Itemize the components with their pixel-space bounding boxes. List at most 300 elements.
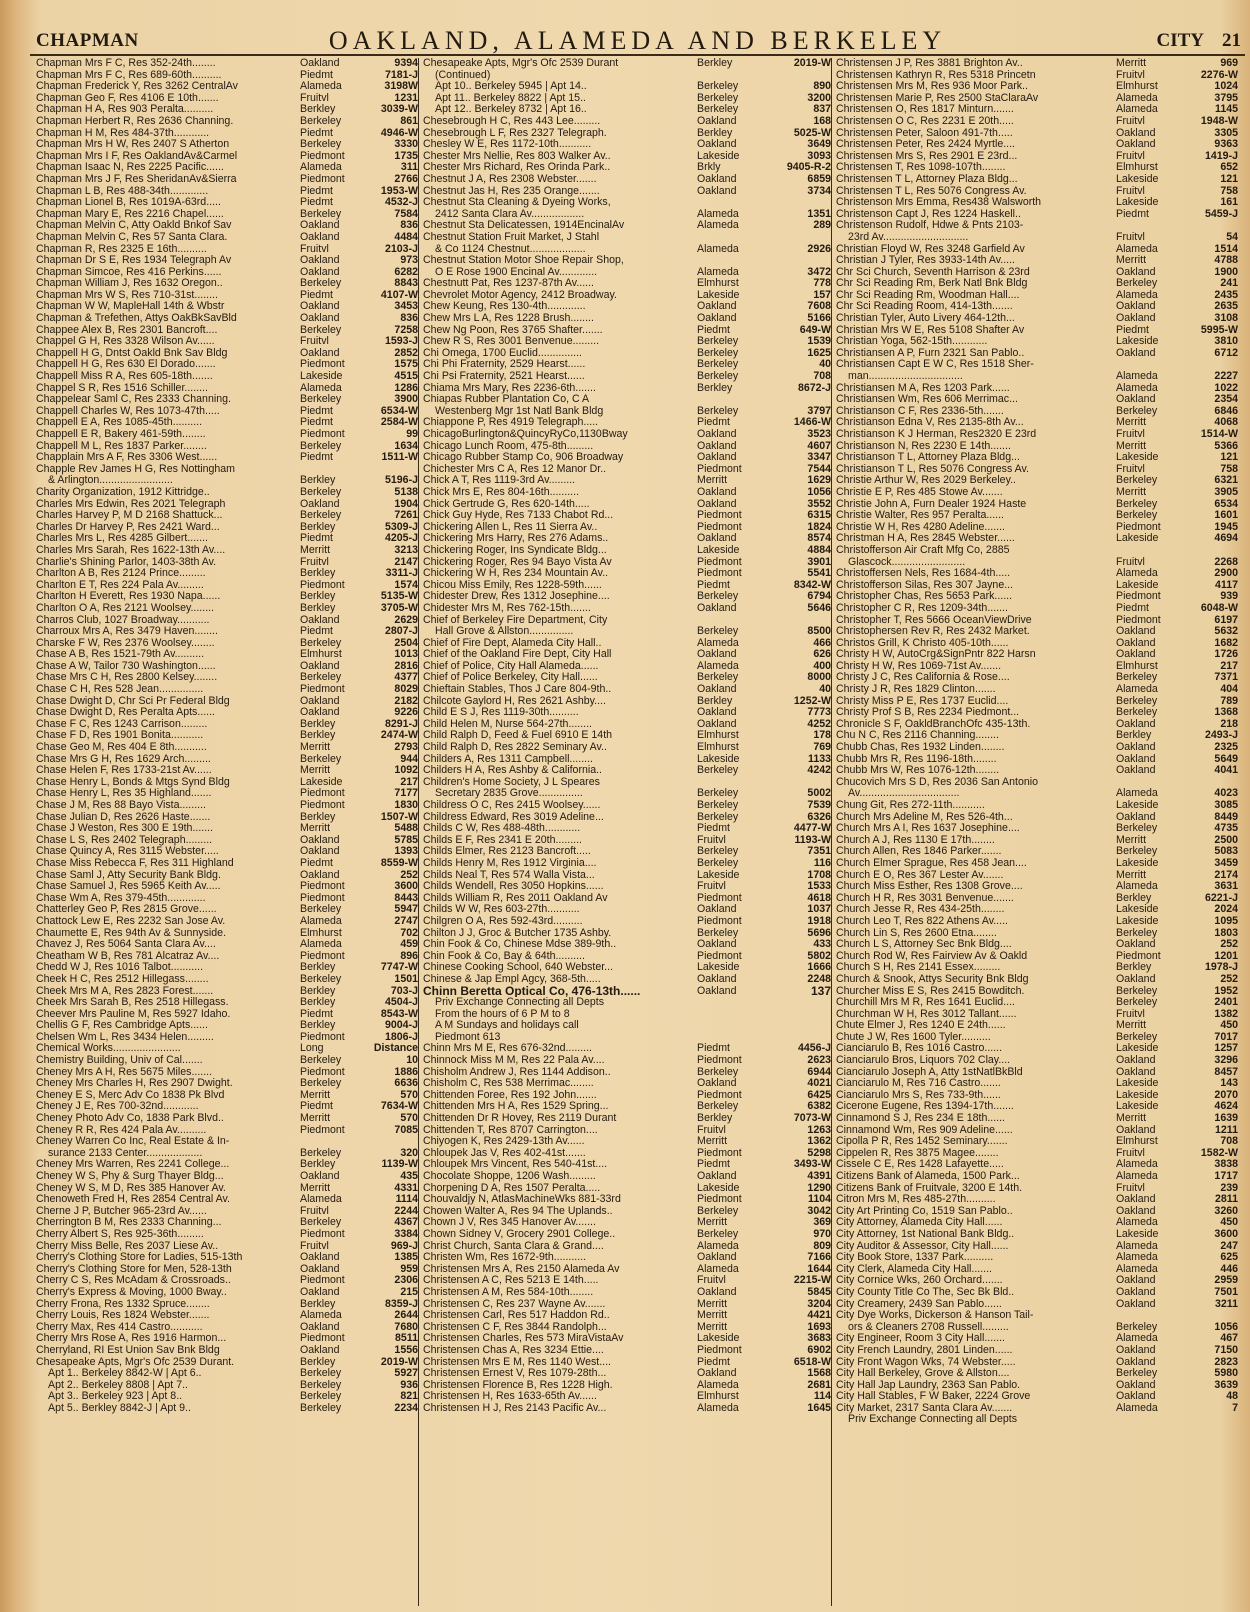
listing-phone: 5083 [1214, 846, 1238, 858]
listing-entry [423, 800, 831, 812]
listing-name: Christianson C F, Res 2336-5th....... [836, 405, 1004, 417]
listing-entry [836, 557, 1238, 569]
listing-name: Charlie's Shining Parlor, 1403-38th Av. [36, 556, 217, 568]
listing-entry [36, 1299, 418, 1311]
listing-entry [423, 1252, 831, 1264]
listing-exchange: Lakeside [697, 962, 740, 974]
listing-exchange: Merritt [1116, 58, 1147, 69]
listing-exchange: Piedmont [300, 1275, 345, 1287]
listing-phone: 1286 [394, 382, 418, 394]
listing-entry [36, 336, 418, 348]
listing-entry [836, 881, 1238, 893]
listing-exchange: Oakland [697, 602, 737, 614]
listing-entry [36, 858, 418, 870]
listing-name: Chemistry Building, Univ of Cal....... [36, 1055, 203, 1067]
listing-exchange: Piedmont [697, 1055, 742, 1067]
listing-name: Chiapas Rubber Plantation Co, C A [423, 394, 590, 406]
listing-name: Christianson K J Herman, Res2320 E 23rd [836, 429, 1037, 440]
listing-name: Cherryland, RI Est Union Sav Bnk Bldg [36, 1344, 220, 1356]
listing-phone: 6326 [807, 811, 831, 823]
listing-entry [836, 1357, 1238, 1369]
listing-exchange: Berkley [300, 962, 336, 974]
listing-exchange: Lakeside [1116, 336, 1159, 348]
listing-phone: 218 [1220, 718, 1238, 730]
listing-phone: 6859 [807, 173, 831, 185]
listing-entry [423, 151, 831, 163]
listing-entry [423, 1148, 831, 1160]
listing-phone: 7544 [807, 463, 831, 475]
listing-entry [423, 1136, 831, 1148]
listing-phone: 4477-W [793, 823, 831, 835]
listing-entry [836, 151, 1238, 163]
listing-exchange: Piedmont [697, 892, 742, 904]
listing-exchange: Merritt [300, 765, 331, 777]
listing-exchange: Oakland [1116, 313, 1156, 325]
listing-phone: 2103-J [385, 243, 418, 255]
listing-phone: 1368 [1214, 707, 1238, 719]
listing-phone: 649-W [799, 324, 831, 336]
listing-exchange: Oakland [1116, 811, 1156, 823]
listing-name: Childress O C, Res 2415 Woolsey...... [423, 800, 601, 811]
listing-entry [423, 348, 831, 360]
listing-entry [36, 1322, 418, 1334]
listing-name: City Engineer, Room 3 City Hall....... [836, 1333, 1005, 1345]
listing-name: Chase F C, Res 1243 Carrison......... [36, 718, 208, 730]
listing-entry [36, 835, 418, 847]
listing-phone: 8000 [807, 672, 831, 684]
listing-phone: 252 [1220, 973, 1238, 985]
listing-name: Christensen T, Res 1098-107th........ [836, 162, 1006, 174]
listing-phone: 4377 [394, 672, 418, 684]
listing-entry [423, 70, 831, 82]
listing-entry [836, 684, 1238, 696]
listing-exchange: Berkeley [697, 591, 739, 603]
listing-name: Chappel S R, Res 1516 Schiller........ [36, 382, 208, 394]
listing-name: Charles Harvey P, M D 2168 Shattuck... [36, 510, 223, 522]
listing-entry [423, 325, 831, 337]
listing-entry [423, 707, 831, 719]
listing-entry [36, 1078, 418, 1090]
listing-entry [36, 359, 418, 371]
listing-entry [423, 939, 831, 951]
listing-entry [423, 928, 831, 940]
listing-name: Chubb Mrs R, Res 1196-18th........ [836, 753, 997, 765]
listing-entry [36, 1275, 418, 1287]
listing-exchange: Berkeley [1116, 672, 1158, 684]
listing-name: Christensen Mrs E M, Res 1140 West.... [423, 1356, 612, 1368]
listing-entry [36, 325, 418, 337]
listing-entry [36, 1183, 418, 1195]
listing-phone: 652 [1220, 162, 1238, 174]
listing-name: Apt 12.. Berkeley 8732 | Apt 16.. [435, 104, 587, 116]
listing-exchange: Alameda [300, 162, 342, 174]
listing-phone: 7539 [807, 800, 831, 811]
listing-entry [423, 197, 831, 209]
listing-name: Cheney R R, Res 424 Pala Av.......... [36, 1124, 207, 1136]
listing-name: Charlton E T, Res 224 Pala Av......... [36, 579, 204, 591]
listing-phone: 3639 [1214, 1379, 1238, 1391]
listing-entry [423, 986, 831, 998]
listing-exchange: Berkeley [1116, 846, 1158, 858]
listing-exchange: Oakland [697, 1368, 737, 1380]
listing-phone: 178 [813, 730, 831, 742]
listing-entry [36, 429, 418, 441]
listing-name: Cheney J E, Res 700-32nd............ [36, 1101, 199, 1113]
listing-name: Christie John A, Furn Dealer 1924 Haste [836, 498, 1027, 510]
listing-entry [36, 893, 418, 905]
listing-exchange: Oakland [697, 684, 737, 696]
listing-entry [423, 545, 831, 557]
listing-exchange: Piedmt [697, 823, 730, 835]
listing-entry [36, 220, 418, 232]
listing-phone: 837 [813, 104, 831, 116]
listing-entry [423, 1159, 831, 1171]
listing-name: Apt 1.. Berkeley 8842-W | Apt 6.. [48, 1368, 202, 1380]
listing-exchange: Berkeley [697, 846, 739, 858]
listing-name: Chesapeake Apts, Mgr's Ofc 2539 Durant [423, 58, 619, 69]
listing-phone: 7608 [807, 301, 831, 313]
listing-name: Christensen Kathryn R, Res 5318 Princetn [836, 69, 1036, 81]
listing-entry [36, 1229, 418, 1241]
listing-phone: 890 [813, 81, 831, 93]
listing-name: Christie Arthur W, Res 2029 Berkeley.. [836, 475, 1016, 487]
listing-entry [836, 267, 1238, 279]
listing-entry [836, 1020, 1238, 1032]
listing-name: Chapman L B, Res 488-34th............. [36, 185, 209, 197]
listing-exchange: Berkeley [300, 637, 342, 649]
listing-name: Christopher T, Res 5666 OceanViewDrive [836, 614, 1032, 626]
listing-phone: 3838 [1214, 1159, 1238, 1171]
listing-entry [836, 1310, 1238, 1322]
listing-exchange: Alameda [697, 1240, 739, 1252]
listing-phone: 3600 [1214, 1228, 1238, 1240]
listing-phone: 6197 [1214, 614, 1238, 626]
listing-phone: 1568 [807, 1368, 831, 1380]
listing-exchange: Piedmt [300, 417, 333, 429]
listing-entry [836, 545, 1238, 557]
listing-phone: 2024 [1214, 904, 1238, 916]
listing-name: Chesley W E, Res 1172-10th........... [423, 139, 592, 151]
listing-exchange: Berkeley [697, 765, 739, 777]
listing-exchange: Oakland [1116, 649, 1156, 661]
listing-entry [423, 1171, 831, 1183]
listing-phone: 1953-W [380, 185, 418, 197]
listing-exchange: Berkeley [300, 1217, 342, 1229]
listing-entry [36, 255, 418, 267]
listing-name: Cheney Photo Adv Co, 1838 Park Blvd.. [36, 1113, 224, 1125]
listing-exchange: Merritt [1116, 486, 1147, 498]
listing-phone: 5802 [807, 950, 831, 962]
listing-exchange: Oakland [300, 1171, 340, 1182]
listing-entry [36, 267, 418, 279]
listing-exchange: Oakland [697, 707, 737, 719]
listing-name: Av.................................. [848, 788, 960, 800]
listing-exchange: Oakland [697, 533, 737, 545]
listing-phone: 7501 [1214, 1286, 1238, 1298]
listing-exchange: Alameda [300, 81, 342, 93]
listing-name: Chilgren O A, Res 592-43rd.......... [423, 915, 583, 927]
listing-name: Chestnut Jas H, Res 235 Orange....... [423, 185, 600, 197]
listing-exchange: Alameda [1116, 1263, 1158, 1275]
listing-entry [836, 754, 1238, 766]
listing-name: Chapman Isaac N, Res 2225 Pacific...... [36, 162, 224, 174]
listing-entry [836, 1113, 1238, 1125]
listing-name: Cheney Mrs Warren, Res 2241 College... [36, 1159, 230, 1171]
listing-entry [36, 928, 418, 940]
listing-phone: 5459-J [1205, 208, 1238, 220]
listing-phone: 936 [400, 1379, 418, 1391]
listing-name: Chase Mrs G H, Res 1629 Arch......... [36, 753, 211, 765]
listing-exchange: Oakland [697, 313, 737, 325]
listing-phone: 7017 [1214, 1031, 1238, 1043]
listing-name: Chittenden T, Res 8707 Carrington.... [423, 1124, 598, 1136]
listing-entry [836, 800, 1238, 812]
listing-exchange: Lakeside [1116, 1089, 1159, 1101]
listing-exchange: Berkeley [697, 788, 739, 800]
listing-name: Churchill Mrs M R, Res 1641 Euclid.... [836, 997, 1015, 1009]
listing-exchange: Piedmont [300, 579, 345, 591]
listing-exchange: Oakland [1116, 1055, 1156, 1067]
listing-entry [36, 1043, 418, 1055]
listing-exchange: Merritt [1116, 417, 1147, 429]
listing-name: Chidester Mrs M, Res 762-15th....... [423, 602, 591, 614]
listing-phone: 459 [400, 939, 418, 951]
listing-name: Christianson N, Res 2230 E 14th....... [836, 440, 1011, 452]
listing-exchange: Merritt [1116, 834, 1147, 846]
listing-entry [423, 742, 831, 754]
listing-phone: 9405-R-2 [786, 162, 831, 174]
listing-entry [836, 696, 1238, 708]
listing-entry [836, 128, 1238, 140]
listing-entry [36, 1194, 418, 1206]
listing-name: Christophersen Rev R, Res 2432 Market. [836, 626, 1030, 638]
listing-entry [836, 603, 1238, 615]
listing-exchange: Berkley [697, 1113, 733, 1125]
listing-entry [836, 928, 1238, 940]
listing-phone: 861 [400, 115, 418, 127]
listing-name: Secretary 2835 Grove............... [435, 788, 583, 800]
listing-name: Chapple Rev James H G, Res Nottingham [36, 463, 236, 475]
listing-name: Cherry Max, Res 414 Castro........... [36, 1321, 203, 1333]
listing-exchange: Berkeley [697, 92, 739, 104]
listing-phone: 6321 [1214, 475, 1238, 487]
listing-name: Cheever Mrs Pauline M, Res 5927 Idaho. [36, 1008, 231, 1020]
listing-entry [36, 719, 418, 731]
listing-name: Chapman Mrs I F, Res OaklandAv&Carmel [36, 150, 238, 162]
listing-exchange: Berkeley [300, 115, 342, 127]
listing-phone: 7634-W [380, 1101, 418, 1113]
listing-exchange: Berkeley [697, 81, 739, 93]
listing-exchange: Fruitvl [300, 556, 329, 568]
listing-entry [423, 1380, 831, 1392]
listing-exchange: Berkeley [1116, 405, 1158, 417]
listing-entry [36, 846, 418, 858]
listing-phone: 8342-W [793, 579, 831, 591]
listing-name: Christian Mrs W E, Res 5108 Shafter Av [836, 324, 1025, 336]
listing-phone: 3384 [394, 1228, 418, 1240]
listing-name: Chisholm Andrew J, Res 1144 Addison.. [423, 1066, 611, 1078]
listing-entry [36, 603, 418, 615]
listing-phone: 168 [813, 115, 831, 127]
listing-name: Christensen T L, Attorney Plaza Bldg... [836, 173, 1018, 185]
listing-exchange: Elmhurst [697, 278, 739, 290]
listing-entry [423, 128, 831, 140]
listing-name: Cianciarulo Mrs S, Res 733-9th...... [836, 1089, 1001, 1101]
listing-phone: 1393 [394, 846, 418, 858]
listing-entry [836, 1090, 1238, 1102]
listing-exchange: Merritt [300, 1113, 331, 1125]
listing-entry [423, 649, 831, 661]
listing-phone: 3085 [1214, 800, 1238, 811]
listing-phone: 2474-W [380, 730, 418, 742]
listing-entry [836, 1159, 1238, 1171]
listing-phone: 3330 [394, 139, 418, 151]
listing-entry [36, 104, 418, 116]
listing-entry [36, 1310, 418, 1322]
listing-entry [423, 232, 831, 244]
listing-exchange: Piedmont [300, 788, 345, 800]
listing-exchange: Lakeside [1116, 1228, 1159, 1240]
listing-exchange: Merritt [1116, 869, 1147, 881]
listing-exchange: Alameda [697, 266, 739, 278]
listing-phone: 137 [810, 985, 831, 998]
listing-entry [36, 128, 418, 140]
listing-name: Christensen Chas A, Res 3234 Ettie.... [423, 1344, 604, 1356]
listing-entry [423, 1125, 831, 1137]
listing-name: Chaumette E, Res 94th Av & Sunnyside. [36, 927, 227, 939]
listing-phone: 1201 [1214, 950, 1238, 962]
listing-exchange: Berkley [300, 591, 336, 603]
listing-exchange: Alameda [697, 1263, 739, 1275]
listing-name: City County Title Co The, Sec Bk Bld.. [836, 1286, 1015, 1298]
listing-name: O E Rose 1900 Encinal Av............. [435, 266, 598, 278]
listing-phone: 973 [400, 255, 418, 267]
listing-name: Christensen Marie P, Res 2500 StaClaraAv [836, 92, 1039, 104]
listing-entry [36, 974, 418, 986]
listing-name: Childs William R, Res 2011 Oakland Av [423, 892, 608, 904]
listing-exchange: Berkeley [1116, 1368, 1158, 1380]
listing-phone: 2248 [807, 973, 831, 985]
listing-exchange: Piedmont [300, 1333, 345, 1345]
listing-phone: 404 [1220, 684, 1238, 696]
listing-entry [36, 1357, 418, 1369]
listing-entry [423, 962, 831, 974]
listing-name: Chapman Mrs F C, Res 352-24th........ [36, 58, 216, 69]
listing-name: Child Ralph D, Res 2822 Seminary Av.. [423, 742, 607, 754]
listing-phone: 3683 [807, 1333, 831, 1345]
page-title: OAKLAND, ALAMEDA AND BERKELEY [328, 26, 947, 55]
listing-exchange: Fruitvl [697, 834, 726, 846]
listing-entry [423, 719, 831, 731]
listing-phone: 1257 [1214, 1043, 1238, 1055]
listing-exchange: Berkeley [1116, 707, 1158, 719]
listing-phone: 778 [813, 278, 831, 290]
listing-name: 2412 Santa Clara Av.................. [435, 208, 585, 220]
listing-exchange: Alameda [300, 939, 342, 951]
listing-name: Churchman W H, Res 3012 Tallant...... [836, 1008, 1017, 1020]
listing-entry [36, 522, 418, 534]
listing-phone: 1193-W [794, 834, 831, 846]
listing-entry [36, 1020, 418, 1032]
listing-phone: 1013 [394, 649, 418, 661]
listing-exchange: Fruitvl [1116, 1147, 1145, 1159]
listing-phone: 4607 [807, 440, 831, 452]
listing-phone: 3093 [807, 150, 831, 162]
listing-name: Church Lin S, Res 2600 Etna........ [836, 927, 997, 939]
listing-entry [836, 812, 1238, 824]
listing-name: Chick A T, Res 1119-3rd Av......... [423, 475, 576, 487]
listing-exchange: Berkeley [300, 1368, 342, 1380]
listing-exchange: Alameda [1116, 1159, 1158, 1171]
listing-name: Chapman H M, Res 484-37th............ [36, 127, 210, 139]
listing-entry [836, 1194, 1238, 1206]
listing-name: Cherry's Clothing Store for Ladies, 515-13th [36, 1252, 243, 1264]
listing-exchange: Fruitvl [300, 1240, 329, 1252]
listing-name: Church Leo T, Res 822 Athens Av..... [836, 915, 1008, 927]
listing-name: Christen Wm, Res 1672-9th........... [423, 1252, 587, 1264]
listing-name: Chestnut Station Motor Shoe Repair Shop, [423, 255, 624, 267]
listing-phone: 1886 [394, 1066, 418, 1078]
listing-name: Chestnut Sta Delicatessen, 1914EncinalAv [423, 220, 625, 232]
listing-name: Chouvaldjy N, AtlasMachineWks 881-33rd [423, 1194, 621, 1206]
listing-entry [836, 278, 1238, 290]
listing-exchange: Oakland [1116, 139, 1156, 151]
listing-exchange: Berkeley [1116, 475, 1158, 487]
listing-exchange: Berkley [697, 695, 733, 707]
listing-phone: 4694 [1214, 533, 1238, 545]
listing-phone: 5995-W [1200, 324, 1238, 336]
listing-entry [423, 870, 831, 882]
listing-entry [36, 707, 418, 719]
listing-name: Cheney Mrs A H, Res 5675 Miles....... [36, 1066, 213, 1078]
listing-entry [36, 881, 418, 893]
listing-phone: 2584-W [380, 417, 418, 429]
listing-entry [836, 429, 1238, 441]
listing-phone: 2811 [1215, 1194, 1238, 1206]
listing-phone: 969 [1220, 58, 1238, 69]
listing-phone: 5298 [807, 1147, 831, 1159]
listing-name: Church E O, Res 367 Lester Av....... [836, 869, 1004, 881]
listing-exchange: Alameda [1116, 92, 1158, 104]
listing-name: Chickering W H, Res 234 Mountain Av.. [423, 568, 609, 580]
listing-name: Chiappone P, Res 4919 Telegraph..... [423, 417, 599, 429]
listing-phone: 466 [813, 637, 831, 649]
listing-name: Church L S, Attorney Sec Bnk Bldg.... [836, 939, 1012, 951]
listing-phone: 2493-J [1205, 730, 1238, 742]
listing-entry [836, 870, 1238, 882]
listing-exchange: Berkeley [300, 1391, 342, 1403]
listing-exchange: Merritt [1116, 255, 1147, 267]
listing-phone: 7073-W [793, 1113, 831, 1125]
listing-phone: 435 [400, 1171, 418, 1182]
listing-name: Chew Mrs L A, Res 1228 Brush........ [423, 313, 594, 325]
listing-exchange: Oakland [300, 313, 340, 325]
listing-name: Chase Samuel J, Res 5965 Keith Av..... [36, 881, 221, 893]
listing-phone: 5632 [1214, 626, 1238, 638]
listing-phone: 114 [813, 1391, 831, 1403]
listing-phone: 161 [1220, 197, 1238, 209]
listing-exchange: Oakland [1116, 127, 1156, 139]
listing-name: Citron Mrs M, Res 485-27th.......... [836, 1194, 996, 1206]
listing-name: Christenson Mrs Emma, Res438 Walsworth [836, 197, 1042, 209]
listing-phone: 3200 [807, 92, 831, 104]
listing-phone: 4391 [807, 1171, 831, 1182]
listing-name: (Continued) [435, 69, 491, 81]
listing-exchange: Oakland [1116, 626, 1156, 638]
listing-entry [423, 116, 831, 128]
listing-phone: 1114 [395, 1194, 418, 1206]
listing-entry [423, 1101, 831, 1113]
